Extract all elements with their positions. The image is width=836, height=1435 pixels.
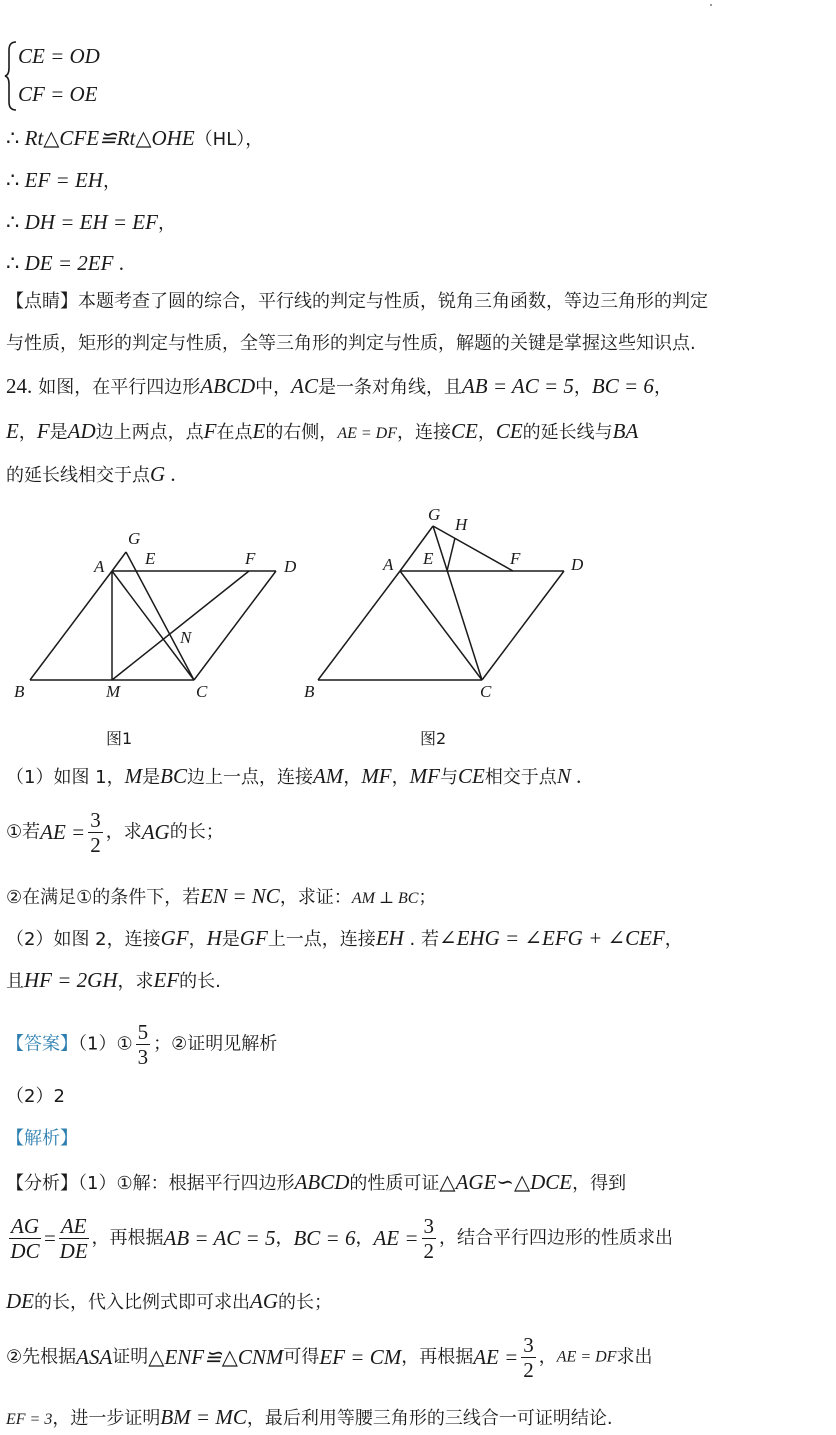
fig1-segment-mf xyxy=(112,571,249,680)
problem-text: ， xyxy=(477,422,496,443)
problem-math: CE xyxy=(450,419,478,443)
problem-text: 的右侧， xyxy=(265,422,338,443)
therefore-symbol: ∴ xyxy=(6,251,20,275)
q1-fraction xyxy=(88,808,103,857)
part1-math: M xyxy=(124,764,143,788)
part2-math: HF = 2GH xyxy=(24,968,118,992)
figure-2-labels xyxy=(304,505,584,748)
part2-text: . 若 xyxy=(403,929,439,950)
part2-math: EH xyxy=(375,926,404,950)
therefore-suffix: ， xyxy=(157,213,176,234)
part1-math: BC xyxy=(160,764,187,788)
fig1-label-f: F xyxy=(245,549,256,568)
q2-math: EN = NC xyxy=(200,884,280,908)
therefore-line-1 xyxy=(6,128,263,149)
stray-mark xyxy=(710,4,712,6)
answer-text: ；②证明见解析 xyxy=(153,1033,278,1055)
answer-fraction-numerator: 5 xyxy=(137,1020,149,1044)
part1-text: 相交于点 xyxy=(484,767,557,788)
solution-math: ASA xyxy=(76,1345,113,1370)
problem-text: 边上两点，点 xyxy=(95,422,204,443)
therefore-line-2 xyxy=(6,170,121,191)
problem-math: E xyxy=(6,419,19,443)
problem-math: AB = AC = 5 xyxy=(461,374,574,398)
part2-text: ， xyxy=(664,929,683,950)
solution-line-2 xyxy=(6,1214,673,1263)
solution-text: ，结合平行四边形的性质求出 xyxy=(439,1227,674,1249)
fraction-numerator: 3 xyxy=(423,1214,435,1238)
solution-math: BC = 6 xyxy=(293,1226,356,1251)
equals-sign: = xyxy=(44,1226,56,1251)
therefore-line-4 xyxy=(6,253,124,274)
solution-text: ， xyxy=(275,1227,294,1249)
solution-math: DE xyxy=(6,1289,34,1313)
fig2-label-c: C xyxy=(480,682,492,701)
problem-text: . xyxy=(165,462,176,486)
problem-math: F xyxy=(203,419,217,443)
solution-text: 的性质可证 xyxy=(349,1173,440,1194)
analysis-tag: 【解析】 xyxy=(6,1128,78,1149)
solution-text: 的长； xyxy=(278,1292,332,1313)
problem-text: 的延长线相交于点 xyxy=(6,465,150,486)
solution-line-1 xyxy=(6,1172,626,1193)
geometry-figures xyxy=(0,500,836,760)
solution-math: AE = xyxy=(473,1345,519,1370)
solution-text: ，得到 xyxy=(572,1173,627,1194)
problem-math: BA xyxy=(612,419,639,443)
fraction-numerator: 3 xyxy=(523,1333,534,1357)
problem-text: 是一条对角线，且 xyxy=(317,377,462,398)
therefore-symbol: ∴ xyxy=(6,168,20,192)
part1-line xyxy=(6,766,581,787)
figure-1 xyxy=(30,552,276,680)
fraction-numerator: AE xyxy=(60,1214,87,1238)
problem-text: 是 xyxy=(49,422,68,443)
fig1-label-d: D xyxy=(284,557,297,576)
part2-math: GF xyxy=(239,926,268,950)
solution-fraction-3-2-b xyxy=(521,1333,536,1382)
part1-math: MF xyxy=(409,764,440,788)
part1-text: ， xyxy=(343,767,362,788)
problem-number: 24. xyxy=(6,374,33,398)
part2-text: 上一点，连接 xyxy=(267,929,376,950)
solution-text: 证明 xyxy=(112,1346,149,1368)
fig1-label-n: N xyxy=(180,628,192,647)
problem-math: AC xyxy=(291,374,318,398)
fig1-segment-ab xyxy=(30,571,112,680)
therefore-line-3 xyxy=(6,212,176,233)
fig1-label-a: A xyxy=(94,557,105,576)
comment-line-1 xyxy=(6,293,708,311)
problem-math: F xyxy=(36,419,50,443)
fig2-label-f: F xyxy=(510,549,521,568)
part2-text: 是 xyxy=(221,929,240,950)
fig2-label-h: H xyxy=(455,515,468,534)
solution-text: ②先根据 xyxy=(6,1346,77,1368)
problem-math: ABCD xyxy=(200,374,256,398)
answer-tag: 【答案】 xyxy=(6,1033,78,1055)
solution-text: 可得 xyxy=(283,1346,320,1368)
solution-text: （1）①解：根据平行四边形 xyxy=(78,1173,295,1194)
problem-math: AE = DF xyxy=(337,425,397,442)
solution-fraction-ae-de xyxy=(59,1214,89,1263)
fig1-caption: 图1 xyxy=(106,729,133,748)
problem-math: AD xyxy=(67,419,96,443)
problem-text: 如图，在平行四边形 xyxy=(38,377,201,398)
fig1-label-m: M xyxy=(106,682,121,701)
fraction-denominator: 2 xyxy=(423,1239,435,1264)
fig2-label-a: A xyxy=(383,555,394,574)
question-1-line xyxy=(6,808,224,857)
therefore-text: DH = EH = EF xyxy=(19,210,158,234)
therefore-text: DE = 2EF xyxy=(19,251,114,275)
problem-text: 的延长线与 xyxy=(522,422,613,443)
fig1-label-b: B xyxy=(14,682,25,701)
q2-text: ； xyxy=(418,887,437,908)
therefore-suffix: （HL）， xyxy=(194,129,264,150)
fraction-denominator: DE xyxy=(59,1239,88,1264)
figure-1-labels xyxy=(14,529,297,748)
part2-line-2 xyxy=(6,970,221,991)
part1-math: N xyxy=(556,764,571,788)
solution-text: ， xyxy=(538,1346,557,1368)
answer-line xyxy=(6,1020,277,1069)
figure-2 xyxy=(318,526,564,680)
problem-math: CE xyxy=(495,419,523,443)
therefore-suffix: . xyxy=(113,251,124,275)
fig2-segment-dc xyxy=(482,571,564,680)
fig2-caption: 图2 xyxy=(420,729,447,748)
part1-math: MF xyxy=(361,764,392,788)
q1-text: ，求 xyxy=(105,821,142,843)
solution-line-4 xyxy=(6,1333,652,1382)
fig2-label-g: G xyxy=(428,505,441,524)
comment-tag: 【点睛】 xyxy=(6,291,78,312)
q1-fraction-denominator: 2 xyxy=(90,833,101,858)
problem-text: 在点 xyxy=(216,422,253,443)
part1-text: . xyxy=(570,764,582,788)
comment-text: 本题考查了圆的综合，平行线的判定与性质，锐角三角函数，等边三角形的判定 xyxy=(78,291,708,312)
part2-text: 且 xyxy=(6,971,24,992)
part2-line-1 xyxy=(6,928,683,949)
solution-line-5 xyxy=(6,1407,613,1428)
solution-text: ， xyxy=(355,1227,374,1249)
q2-text: ，求证： xyxy=(279,887,352,908)
part2-math: ∠EHG = ∠EFG + ∠CEF xyxy=(438,926,665,950)
problem-math: G xyxy=(150,462,166,486)
fig2-label-e: E xyxy=(423,549,434,568)
part2-text: ，求 xyxy=(117,971,154,992)
problem-math: BC = 6 xyxy=(591,374,654,398)
solution-tag: 【分析】 xyxy=(6,1173,78,1194)
solution-text: ，再根据 xyxy=(91,1227,164,1249)
solution-fraction-3-2 xyxy=(422,1214,437,1263)
fig2-label-d: D xyxy=(571,555,584,574)
q1-math: AE = xyxy=(40,820,86,845)
part2-math: GF xyxy=(160,926,189,950)
solution-math: EF = 3 xyxy=(6,1411,53,1428)
part1-text: 边上一点，连接 xyxy=(186,767,313,788)
solution-math: ABCD xyxy=(294,1170,350,1194)
problem-line-2 xyxy=(6,421,638,442)
part1-math: AM xyxy=(312,764,344,788)
solution-fraction-ag-dc xyxy=(9,1214,41,1263)
solution-line-3 xyxy=(6,1291,332,1312)
fig2-segment-ac xyxy=(400,571,482,680)
solution-text: ，再根据 xyxy=(401,1346,474,1368)
part2-text: （2）如图 2，连接 xyxy=(6,929,161,950)
answer-fraction xyxy=(136,1020,151,1069)
part2-math: H xyxy=(206,926,222,950)
solution-math: △ENF≌△CNM xyxy=(148,1345,284,1370)
question-2-line xyxy=(6,886,436,907)
answer-part2: （2）2 xyxy=(6,1086,65,1107)
part1-math: CE xyxy=(457,764,485,788)
fig2-segment-ab xyxy=(318,571,400,680)
part1-text: ， xyxy=(391,767,410,788)
problem-text: ， xyxy=(573,377,592,398)
fig2-label-b: B xyxy=(304,682,315,701)
solution-text: 的长，代入比例式即可求出 xyxy=(34,1292,250,1313)
therefore-suffix: ， xyxy=(102,171,121,192)
part2-text: 的长. xyxy=(179,971,221,992)
q1-text: ①若 xyxy=(6,821,41,843)
q1-fraction-numerator: 3 xyxy=(90,808,101,832)
solution-math: AE = xyxy=(373,1226,419,1251)
fraction-numerator: AG xyxy=(11,1214,39,1238)
part1-text: 与 xyxy=(439,767,458,788)
problem-text: ，连接 xyxy=(396,422,451,443)
comment-line-2: 与性质，矩形的判定与性质，全等三角形的判定与性质，解题的关键是掌握这些知识点. xyxy=(6,333,696,354)
solution-math: AE = DF xyxy=(556,1348,617,1366)
solution-math: AG xyxy=(250,1289,278,1313)
part2-math: EF xyxy=(153,968,180,992)
answer-fraction-denominator: 3 xyxy=(137,1045,149,1070)
problem-text: ， xyxy=(653,377,672,398)
problem-text: 中， xyxy=(255,377,292,398)
fig1-label-g: G xyxy=(128,529,141,548)
system-brace xyxy=(4,40,18,112)
therefore-text: Rt△CFE≌Rt△OHE xyxy=(19,126,195,150)
q1-math: AG xyxy=(141,820,170,845)
system-line-1: CE = OD xyxy=(18,44,100,68)
q2-text: ②在满足①的条件下，若 xyxy=(6,887,201,908)
solution-text: ，进一步证明 xyxy=(52,1408,161,1429)
fig1-segment-dc xyxy=(194,571,276,680)
q1-text: 的长； xyxy=(169,821,224,843)
part1-text: （1）如图 1， xyxy=(6,767,125,788)
problem-line-1 xyxy=(6,376,672,397)
solution-text: ，最后利用等腰三角形的三线合一可证明结论. xyxy=(246,1408,613,1429)
problem-line-3 xyxy=(6,464,176,485)
fig2-segment-eh xyxy=(447,538,455,571)
solution-text: 求出 xyxy=(616,1346,653,1368)
solution-math: BM = MC xyxy=(160,1405,247,1429)
problem-math: E xyxy=(252,419,266,443)
fig1-segment-ag xyxy=(112,552,126,571)
solution-math: EF = CM xyxy=(319,1345,402,1370)
problem-text: ， xyxy=(18,422,37,443)
q2-math: AM ⊥ BC xyxy=(351,890,419,907)
therefore-symbol: ∴ xyxy=(6,210,20,234)
system-line-2: CF = OE xyxy=(18,82,98,106)
fig1-label-e: E xyxy=(145,549,156,568)
fraction-denominator: 2 xyxy=(523,1358,534,1383)
part1-text: 是 xyxy=(142,767,161,788)
fraction-denominator: DC xyxy=(10,1239,40,1264)
fig1-label-c: C xyxy=(196,682,208,701)
solution-math: △AGE∽△DCE xyxy=(439,1170,573,1194)
solution-math: AB = AC = 5 xyxy=(163,1226,276,1251)
therefore-symbol: ∴ xyxy=(6,126,20,150)
answer-text: （1）① xyxy=(78,1033,133,1055)
part2-text: ， xyxy=(188,929,207,950)
therefore-text: EF = EH xyxy=(19,168,103,192)
